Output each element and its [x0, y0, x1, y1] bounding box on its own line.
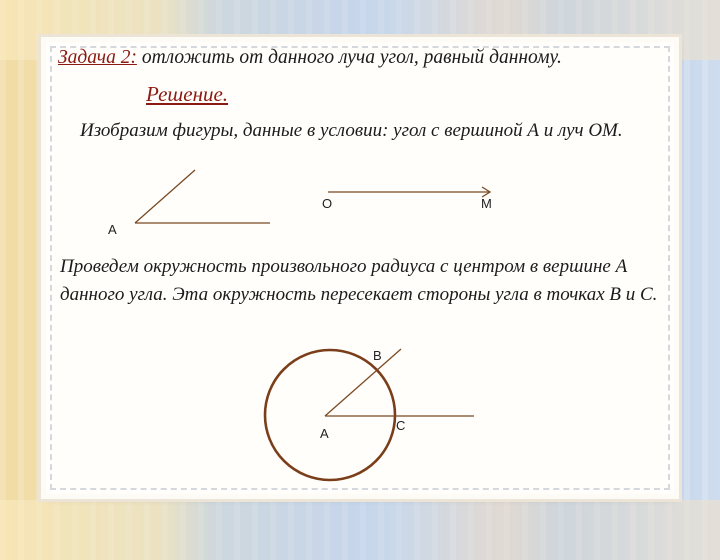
- point-label-b: B: [373, 348, 382, 363]
- point-label-c: C: [396, 418, 406, 433]
- ray-om-figure: [328, 187, 490, 197]
- paragraph-circle: Проведем окружность произвольного радиуса с центром в вершине А данного угла. Эта окружность пересекает стороны угла в точках В и С.: [60, 256, 658, 305]
- point-label-o: O: [322, 196, 333, 211]
- circle-construction: [265, 349, 474, 480]
- paragraph-conditions: Изобразим фигуры, данные в условии: угол с вершиной А и луч ОМ.: [80, 120, 623, 141]
- point-label-a-2: A: [320, 426, 329, 441]
- point-label-m: M: [481, 196, 492, 211]
- task-text: отложить от данного луча угол, равный данному.: [136, 47, 562, 68]
- solution-heading: Решение.: [146, 82, 229, 106]
- angle-figure: [135, 170, 270, 223]
- point-label-a: A: [108, 222, 117, 237]
- task-label: Задача 2:: [58, 47, 137, 68]
- construction-circle: [265, 350, 395, 480]
- angle-side-upper: [135, 170, 195, 223]
